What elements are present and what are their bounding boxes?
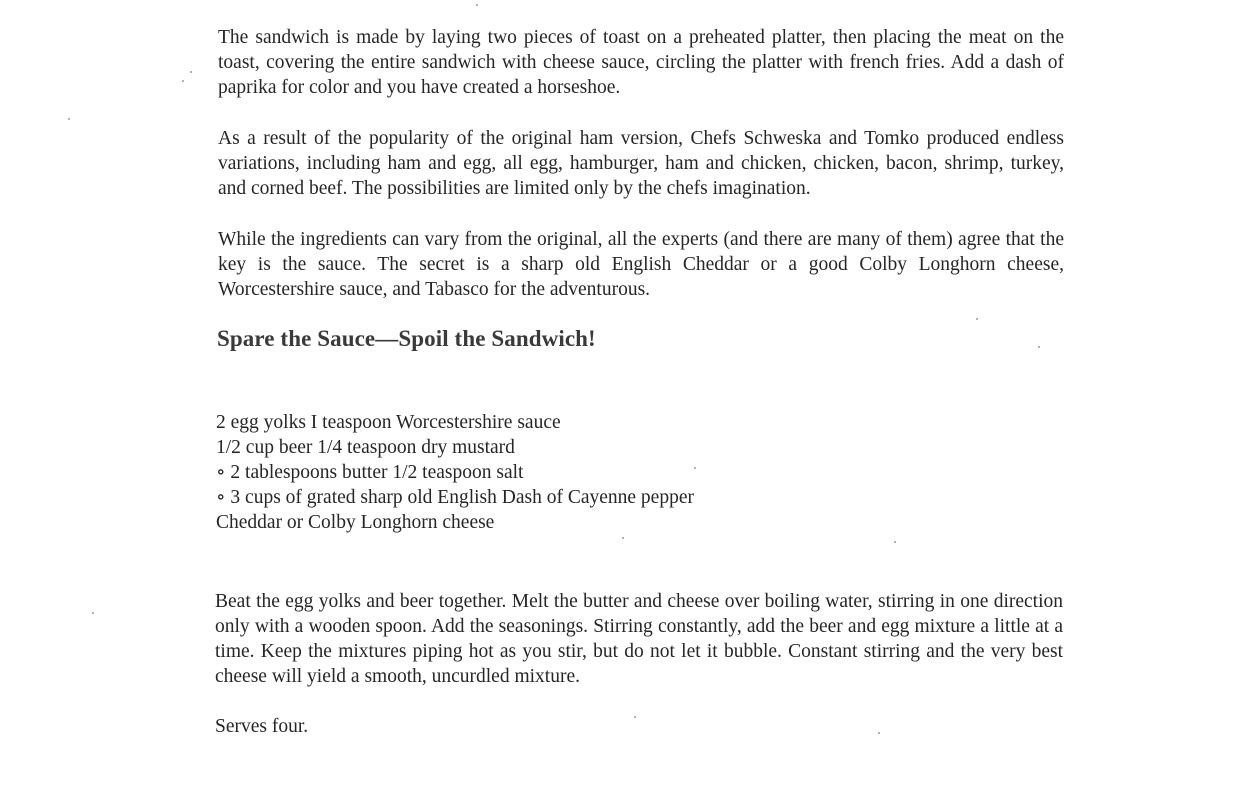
scan-speck [894, 541, 896, 543]
ingredient-line: ∘ 2 tablespoons butter 1/2 teaspoon salt [216, 462, 524, 483]
paragraph-sandwich-assembly: The sandwich is made by laying two pieces of toast on a preheated platter, then placing the meat on the toast, covering the entire sandwich with cheese sauce, circling the platter with french fries. Add a dash of paprika for color and you have created a horseshoe. [218, 27, 1064, 98]
scan-speck [622, 537, 624, 539]
scan-speck [476, 4, 478, 6]
scan-speck [92, 612, 94, 614]
scan-speck [694, 467, 696, 469]
scan-speck [976, 318, 978, 320]
serving-note: Serves four. [215, 716, 309, 737]
ingredient-line: 1/2 cup beer 1/4 teaspoon dry mustard [216, 437, 515, 458]
scan-speck [634, 716, 636, 718]
ingredient-line: ∘ 3 cups of grated sharp old English Dash of Cayenne pepper [216, 487, 694, 508]
paragraph-instructions: Beat the egg yolks and beer together. Melt the butter and cheese over boiling water, stirring in one direction only with a wooden spoon. Add the seasonings. Stirring constantly, add the beer and egg mixture a little at a time. Keep the mixtures piping hot as you stir, but do not let it bubble. Constant stirring and the very best cheese will yield a smooth, uncurdled mixture. [215, 591, 1063, 687]
ingredient-line: 2 egg yolks I teaspoon Worcestershire sauce [216, 412, 561, 433]
scan-speck [1038, 346, 1040, 348]
scan-speck [68, 118, 70, 120]
ingredient-line: Cheddar or Colby Longhorn cheese [216, 512, 495, 533]
scan-speck [182, 80, 184, 82]
section-heading: Spare the Sauce—Spoil the Sandwich! [217, 326, 596, 351]
scan-speck [190, 71, 192, 73]
paragraph-variations: As a result of the popularity of the original ham version, Chefs Schweska and Tomko produced endless variations, including ham and egg, all egg, hamburger, ham and chicken, chicken, bacon, shrimp, turkey, and corned beef. The possibilities are limited only by the chefs imagination. [218, 128, 1064, 199]
paragraph-sauce-key: While the ingredients can vary from the original, all the experts (and there are many of them) agree that the key is the sauce. The secret is a sharp old English Cheddar or a good Colby Longhorn cheese, Worcestershire sauce, and Tabasco for the adventurous. [218, 229, 1064, 300]
scan-speck [878, 732, 880, 734]
ingredient-list [216, 410, 694, 535]
